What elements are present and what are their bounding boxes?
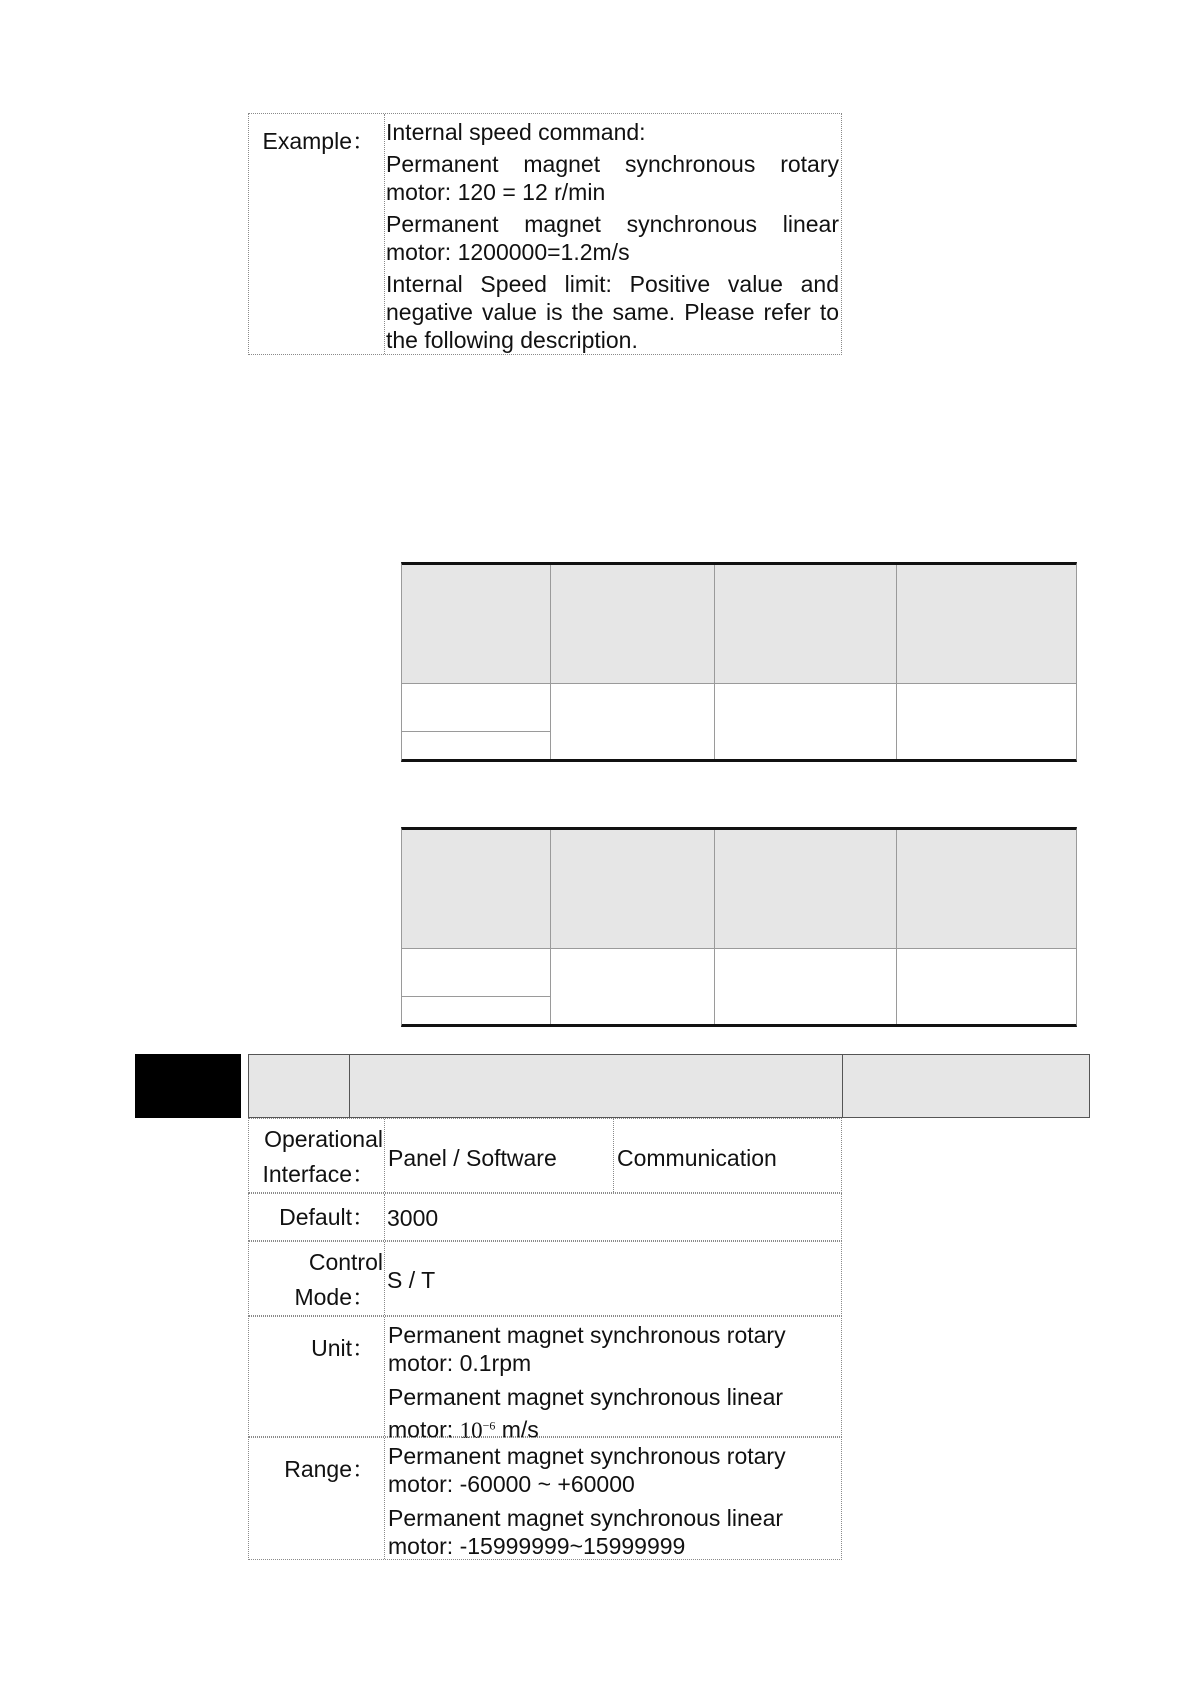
unit-rotary: Permanent magnet synchronous rotary motor: 0.1rpm	[388, 1322, 786, 1376]
panel-software-value: Panel / Software	[388, 1145, 557, 1171]
default-value: 3000	[387, 1205, 439, 1231]
communication-value: Communication	[617, 1145, 777, 1171]
row-unit	[248, 1316, 842, 1443]
range-rotary: Permanent magnet synchronous rotary motor: -60000 ~ +60000	[388, 1443, 786, 1497]
control-mode-label-2: Mode：	[294, 1284, 375, 1310]
control-mode-label-1: Control	[308, 1249, 383, 1275]
control-mode-value: S / T	[387, 1267, 436, 1293]
parameter-tab	[135, 1054, 241, 1118]
parameter-header	[248, 1054, 1090, 1118]
row-control-mode	[248, 1241, 842, 1316]
operational-label-2: Interface：	[262, 1161, 375, 1187]
unit-content	[388, 1321, 818, 1445]
example-content	[386, 118, 839, 354]
example-label: Example：	[262, 128, 375, 154]
example-divider	[384, 114, 385, 354]
table-header-row	[402, 830, 1076, 948]
range-linear: Permanent magnet synchronous linear motor: -15999999~15999999	[388, 1505, 784, 1559]
default-label: Default：	[279, 1204, 375, 1230]
range-label: Range：	[284, 1456, 375, 1482]
example-line: Internal speed command:	[386, 119, 646, 145]
range-content	[388, 1442, 818, 1560]
example-table	[248, 113, 842, 355]
unit-power-of-ten: $10^{-6}$	[459, 1417, 496, 1443]
operational-label-1: Operational	[264, 1126, 383, 1152]
limit-table-2	[401, 827, 1077, 1027]
table-header-row	[402, 565, 1076, 683]
unit-linear: Permanent magnet synchronous linear motor: $10^{-6}$ m/s	[388, 1384, 784, 1443]
row-default	[248, 1193, 842, 1241]
limit-table-1	[401, 562, 1077, 762]
example-line: Permanent magnet synchronous rotary motor: 120 = 12 r/min	[386, 151, 839, 205]
row-operational-interface	[248, 1118, 842, 1193]
example-line: Permanent magnet synchronous linear motor: 1200000=1.2m/s	[386, 211, 839, 265]
example-line: Internal Speed limit: Positive value and negative value is the same. Please refer to the following description.	[386, 271, 839, 353]
unit-label: Unit：	[311, 1335, 375, 1361]
row-range	[248, 1437, 842, 1560]
